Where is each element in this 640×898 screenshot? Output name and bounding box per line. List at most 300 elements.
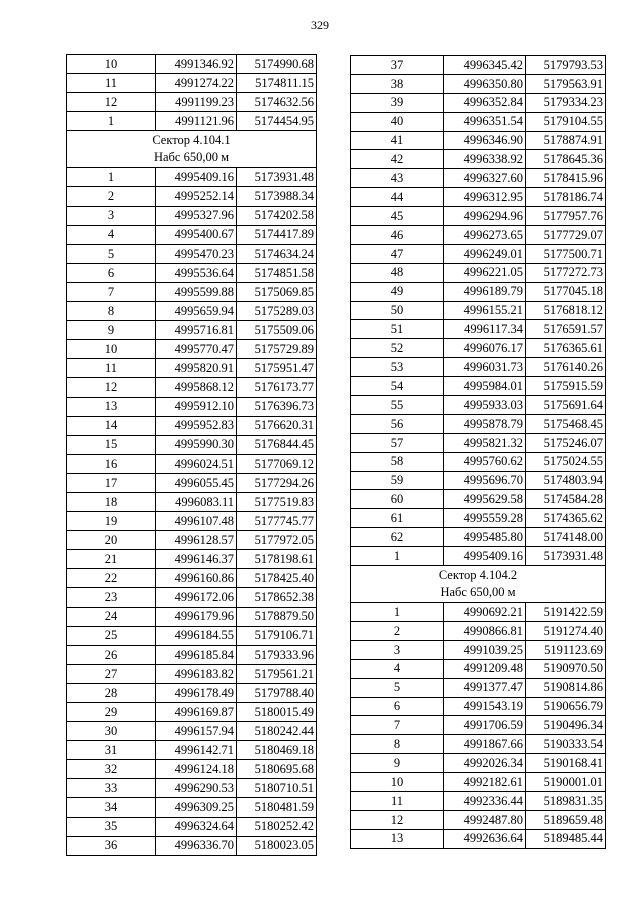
x-coordinate-cell: 4995696.70 <box>444 471 526 490</box>
y-coordinate-cell: 5174990.68 <box>237 55 317 74</box>
y-coordinate-cell: 5174584.28 <box>526 490 606 509</box>
y-coordinate-cell: 5190814.86 <box>526 678 606 697</box>
y-coordinate-cell: 5176591.57 <box>526 320 606 339</box>
y-coordinate-cell: 5178652.38 <box>237 588 317 607</box>
y-coordinate-cell: 5174811.15 <box>237 74 317 93</box>
y-coordinate-cell: 5179563.91 <box>526 74 606 93</box>
table-row <box>351 339 606 358</box>
x-coordinate-cell: 4996083.11 <box>156 492 237 511</box>
y-coordinate-cell: 5178198.61 <box>237 550 317 569</box>
point-number-cell: 19 <box>67 512 156 531</box>
y-coordinate-cell: 5179333.96 <box>237 645 317 664</box>
y-coordinate-cell: 5177972.05 <box>237 531 317 550</box>
table-row <box>67 74 317 93</box>
x-coordinate-cell: 4996350.80 <box>444 74 526 93</box>
table-row <box>351 74 606 93</box>
point-number-cell: 4 <box>351 659 444 678</box>
y-coordinate-cell: 5176173.77 <box>237 378 317 397</box>
point-number-cell: 40 <box>351 112 444 131</box>
y-coordinate-cell: 5177069.12 <box>237 454 317 473</box>
coordinates-table-left-body <box>67 55 317 856</box>
point-number-cell: 9 <box>67 321 156 340</box>
table-row <box>67 244 317 263</box>
table-row <box>67 225 317 244</box>
point-number-cell: 4 <box>67 225 156 244</box>
y-coordinate-cell: 5177745.77 <box>237 512 317 531</box>
x-coordinate-cell: 4996345.42 <box>444 56 526 75</box>
x-coordinate-cell: 4995760.62 <box>444 452 526 471</box>
point-number-cell: 26 <box>67 645 156 664</box>
point-number-cell: 31 <box>67 741 156 760</box>
table-row <box>67 817 317 836</box>
x-coordinate-cell: 4995878.79 <box>444 414 526 433</box>
point-number-cell: 58 <box>351 452 444 471</box>
point-number-cell: 1 <box>67 112 156 131</box>
point-number-cell: 53 <box>351 358 444 377</box>
point-number-cell: 55 <box>351 396 444 415</box>
x-coordinate-cell: 4995868.12 <box>156 378 237 397</box>
y-coordinate-cell: 5180481.59 <box>237 798 317 817</box>
y-coordinate-cell: 5173931.48 <box>526 547 606 566</box>
table-row <box>67 340 317 359</box>
coordinates-table-left <box>66 54 317 856</box>
point-number-cell: 5 <box>351 678 444 697</box>
point-number-cell: 60 <box>351 490 444 509</box>
table-row <box>67 321 317 340</box>
y-coordinate-cell: 5175246.07 <box>526 433 606 452</box>
y-coordinate-cell: 5175951.47 <box>237 359 317 378</box>
x-coordinate-cell: 4995409.16 <box>156 168 237 187</box>
point-number-cell: 62 <box>351 528 444 547</box>
x-coordinate-cell: 4995629.58 <box>444 490 526 509</box>
table-row <box>67 550 317 569</box>
x-coordinate-cell: 4996336.70 <box>156 836 237 855</box>
y-coordinate-cell: 5180710.51 <box>237 779 317 798</box>
sector-title: Сектор 4.104.2 <box>438 568 518 583</box>
point-number-cell: 41 <box>351 131 444 150</box>
x-coordinate-cell: 4996312.95 <box>444 188 526 207</box>
point-number-cell: 22 <box>67 569 156 588</box>
table-row <box>67 512 317 531</box>
table-row <box>351 150 606 169</box>
x-coordinate-cell: 4996324.64 <box>156 817 237 836</box>
table-row <box>351 659 606 678</box>
x-coordinate-cell: 4995659.94 <box>156 302 237 321</box>
x-coordinate-cell: 4995400.67 <box>156 225 237 244</box>
table-row <box>351 452 606 471</box>
point-number-cell: 6 <box>67 263 156 282</box>
table-row <box>351 791 606 810</box>
point-number-cell: 10 <box>67 55 156 74</box>
x-coordinate-cell: 4995770.47 <box>156 340 237 359</box>
x-coordinate-cell: 4995952.83 <box>156 416 237 435</box>
y-coordinate-cell: 5190656.79 <box>526 697 606 716</box>
table-row <box>351 320 606 339</box>
table-row <box>67 93 317 112</box>
y-coordinate-cell: 5177500.71 <box>526 244 606 263</box>
point-number-cell: 2 <box>67 187 156 206</box>
x-coordinate-cell: 4992336.44 <box>444 791 526 810</box>
table-row <box>351 263 606 282</box>
table-row <box>351 131 606 150</box>
y-coordinate-cell: 5180252.42 <box>237 817 317 836</box>
point-number-cell: 12 <box>351 810 444 829</box>
point-number-cell: 8 <box>351 735 444 754</box>
x-coordinate-cell: 4996142.71 <box>156 741 237 760</box>
y-coordinate-cell: 5177519.83 <box>237 492 317 511</box>
y-coordinate-cell: 5176844.45 <box>237 435 317 454</box>
table-row <box>67 760 317 779</box>
table-row <box>351 678 606 697</box>
table-row <box>67 55 317 74</box>
table-row <box>351 301 606 320</box>
y-coordinate-cell: 5174454.95 <box>237 112 317 131</box>
x-coordinate-cell: 4996169.87 <box>156 703 237 722</box>
x-coordinate-cell: 4995409.16 <box>444 547 526 566</box>
x-coordinate-cell: 4992026.34 <box>444 754 526 773</box>
x-coordinate-cell: 4996185.84 <box>156 645 237 664</box>
point-number-cell: 48 <box>351 263 444 282</box>
y-coordinate-cell: 5180023.05 <box>237 836 317 855</box>
y-coordinate-cell: 5178879.50 <box>237 607 317 626</box>
x-coordinate-cell: 4991199.23 <box>156 93 237 112</box>
x-coordinate-cell: 4996160.86 <box>156 569 237 588</box>
x-coordinate-cell: 4995485.80 <box>444 528 526 547</box>
point-number-cell: 56 <box>351 414 444 433</box>
x-coordinate-cell: 4991867.66 <box>444 735 526 754</box>
table-row <box>351 282 606 301</box>
point-number-cell: 10 <box>351 773 444 792</box>
point-number-cell: 46 <box>351 226 444 245</box>
y-coordinate-cell: 5176620.31 <box>237 416 317 435</box>
y-coordinate-cell: 5177294.26 <box>237 473 317 492</box>
point-number-cell: 11 <box>67 74 156 93</box>
table-row <box>67 397 317 416</box>
y-coordinate-cell: 5180242.44 <box>237 722 317 741</box>
y-coordinate-cell: 5189659.48 <box>526 810 606 829</box>
x-coordinate-cell: 4992636.64 <box>444 829 526 848</box>
table-row <box>351 603 606 622</box>
point-number-cell: 11 <box>351 791 444 810</box>
table-row <box>351 754 606 773</box>
table-row <box>351 490 606 509</box>
table-row <box>351 621 606 640</box>
point-number-cell: 10 <box>67 340 156 359</box>
point-number-cell: 3 <box>67 206 156 225</box>
x-coordinate-cell: 4996273.65 <box>444 226 526 245</box>
y-coordinate-cell: 5179788.40 <box>237 683 317 702</box>
point-number-cell: 12 <box>67 378 156 397</box>
y-coordinate-cell: 5177729.07 <box>526 226 606 245</box>
table-row <box>351 433 606 452</box>
table-row <box>67 588 317 607</box>
y-coordinate-cell: 5175729.89 <box>237 340 317 359</box>
point-number-cell: 39 <box>351 93 444 112</box>
x-coordinate-cell: 4996294.96 <box>444 207 526 226</box>
y-coordinate-cell: 5175509.06 <box>237 321 317 340</box>
point-number-cell: 50 <box>351 301 444 320</box>
y-coordinate-cell: 5190970.50 <box>526 659 606 678</box>
y-coordinate-cell: 5175915.59 <box>526 377 606 396</box>
table-row <box>351 773 606 792</box>
table-row <box>351 547 606 566</box>
point-number-cell: 25 <box>67 626 156 645</box>
x-coordinate-cell: 4996107.48 <box>156 512 237 531</box>
y-coordinate-cell: 5178186.74 <box>526 188 606 207</box>
x-coordinate-cell: 4996179.96 <box>156 607 237 626</box>
table-row <box>67 703 317 722</box>
point-number-cell: 34 <box>67 798 156 817</box>
table-row <box>351 377 606 396</box>
point-number-cell: 11 <box>67 359 156 378</box>
y-coordinate-cell: 5174634.24 <box>237 244 317 263</box>
y-coordinate-cell: 5190496.34 <box>526 716 606 735</box>
x-coordinate-cell: 4996128.57 <box>156 531 237 550</box>
table-row <box>351 509 606 528</box>
x-coordinate-cell: 4996290.53 <box>156 779 237 798</box>
point-number-cell: 15 <box>67 435 156 454</box>
table-row <box>67 741 317 760</box>
point-number-cell: 13 <box>67 397 156 416</box>
y-coordinate-cell: 5179793.53 <box>526 56 606 75</box>
table-row <box>351 226 606 245</box>
y-coordinate-cell: 5178874.91 <box>526 131 606 150</box>
table-row <box>351 358 606 377</box>
point-number-cell: 7 <box>67 282 156 301</box>
x-coordinate-cell: 4996172.06 <box>156 588 237 607</box>
x-coordinate-cell: 4996076.17 <box>444 339 526 358</box>
point-number-cell: 43 <box>351 169 444 188</box>
x-coordinate-cell: 4991377.47 <box>444 678 526 697</box>
point-number-cell: 16 <box>67 454 156 473</box>
sector-header-row <box>67 131 317 168</box>
point-number-cell: 42 <box>351 150 444 169</box>
table-row <box>67 531 317 550</box>
point-number-cell: 61 <box>351 509 444 528</box>
point-number-cell: 59 <box>351 471 444 490</box>
x-coordinate-cell: 4995327.96 <box>156 206 237 225</box>
sector-title: Сектор 4.104.1 <box>152 133 231 148</box>
x-coordinate-cell: 4996155.21 <box>444 301 526 320</box>
point-number-cell: 52 <box>351 339 444 358</box>
point-number-cell: 44 <box>351 188 444 207</box>
y-coordinate-cell: 5173931.48 <box>237 168 317 187</box>
point-number-cell: 7 <box>351 716 444 735</box>
table-row <box>351 414 606 433</box>
sector-header <box>67 131 317 168</box>
page-number: 329 <box>311 18 329 32</box>
table-row <box>67 168 317 187</box>
point-number-cell: 35 <box>67 817 156 836</box>
y-coordinate-cell: 5189831.35 <box>526 791 606 810</box>
y-coordinate-cell: 5177272.73 <box>526 263 606 282</box>
table-row <box>67 645 317 664</box>
point-number-cell: 37 <box>351 56 444 75</box>
x-coordinate-cell: 4996055.45 <box>156 473 237 492</box>
point-number-cell: 24 <box>67 607 156 626</box>
x-coordinate-cell: 4996117.34 <box>444 320 526 339</box>
y-coordinate-cell: 5176818.12 <box>526 301 606 320</box>
table-row <box>351 56 606 75</box>
x-coordinate-cell: 4996183.82 <box>156 664 237 683</box>
y-coordinate-cell: 5174365.62 <box>526 509 606 528</box>
point-number-cell: 49 <box>351 282 444 301</box>
y-coordinate-cell: 5190001.01 <box>526 773 606 792</box>
point-number-cell: 38 <box>351 74 444 93</box>
table-row <box>67 492 317 511</box>
table-row <box>67 302 317 321</box>
table-row <box>351 169 606 188</box>
x-coordinate-cell: 4995559.28 <box>444 509 526 528</box>
table-row <box>351 640 606 659</box>
x-coordinate-cell: 4992182.61 <box>444 773 526 792</box>
table-row <box>67 378 317 397</box>
point-number-cell: 30 <box>67 722 156 741</box>
table-row <box>67 473 317 492</box>
table-row <box>351 471 606 490</box>
table-row <box>67 779 317 798</box>
x-coordinate-cell: 4995716.81 <box>156 321 237 340</box>
point-number-cell: 29 <box>67 703 156 722</box>
table-row <box>67 836 317 855</box>
x-coordinate-cell: 4996327.60 <box>444 169 526 188</box>
point-number-cell: 9 <box>351 754 444 773</box>
y-coordinate-cell: 5178415.96 <box>526 169 606 188</box>
table-row <box>351 829 606 848</box>
x-coordinate-cell: 4995984.01 <box>444 377 526 396</box>
y-coordinate-cell: 5191422.59 <box>526 603 606 622</box>
point-number-cell: 3 <box>351 640 444 659</box>
y-coordinate-cell: 5177045.18 <box>526 282 606 301</box>
table-row <box>351 697 606 716</box>
table-row <box>67 359 317 378</box>
y-coordinate-cell: 5179561.21 <box>237 664 317 683</box>
point-number-cell: 20 <box>67 531 156 550</box>
y-coordinate-cell: 5176365.61 <box>526 339 606 358</box>
table-row <box>67 454 317 473</box>
point-number-cell: 51 <box>351 320 444 339</box>
x-coordinate-cell: 4995599.88 <box>156 282 237 301</box>
y-coordinate-cell: 5174202.58 <box>237 206 317 225</box>
y-coordinate-cell: 5174851.58 <box>237 263 317 282</box>
x-coordinate-cell: 4996309.25 <box>156 798 237 817</box>
x-coordinate-cell: 4991346.92 <box>156 55 237 74</box>
x-coordinate-cell: 4996024.51 <box>156 454 237 473</box>
sector-subtitle: Набс 650,00 м <box>153 150 230 165</box>
y-coordinate-cell: 5190168.41 <box>526 754 606 773</box>
x-coordinate-cell: 4991706.59 <box>444 716 526 735</box>
y-coordinate-cell: 5180469.18 <box>237 741 317 760</box>
table-row <box>67 206 317 225</box>
table-row <box>351 112 606 131</box>
sector-subtitle: Набс 650,00 м <box>440 585 516 600</box>
point-number-cell: 17 <box>67 473 156 492</box>
table-row <box>67 112 317 131</box>
y-coordinate-cell: 5175691.64 <box>526 396 606 415</box>
y-coordinate-cell: 5178645.36 <box>526 150 606 169</box>
x-coordinate-cell: 4995933.03 <box>444 396 526 415</box>
table-row <box>351 810 606 829</box>
y-coordinate-cell: 5179106.71 <box>237 626 317 645</box>
table-row <box>351 716 606 735</box>
table-row <box>67 607 317 626</box>
point-number-cell: 6 <box>351 697 444 716</box>
table-row <box>67 187 317 206</box>
x-coordinate-cell: 4996124.18 <box>156 760 237 779</box>
y-coordinate-cell: 5180015.49 <box>237 703 317 722</box>
x-coordinate-cell: 4996221.05 <box>444 263 526 282</box>
point-number-cell: 28 <box>67 683 156 702</box>
point-number-cell: 1 <box>67 168 156 187</box>
x-coordinate-cell: 4996352.84 <box>444 93 526 112</box>
table-row <box>67 435 317 454</box>
y-coordinate-cell: 5179104.55 <box>526 112 606 131</box>
x-coordinate-cell: 4996031.73 <box>444 358 526 377</box>
point-number-cell: 33 <box>67 779 156 798</box>
y-coordinate-cell: 5173988.34 <box>237 187 317 206</box>
x-coordinate-cell: 4990866.81 <box>444 621 526 640</box>
table-row <box>67 626 317 645</box>
table-row <box>351 188 606 207</box>
table-row <box>351 207 606 226</box>
point-number-cell: 54 <box>351 377 444 396</box>
x-coordinate-cell: 4996189.79 <box>444 282 526 301</box>
y-coordinate-cell: 5176396.73 <box>237 397 317 416</box>
point-number-cell: 8 <box>67 302 156 321</box>
x-coordinate-cell: 4995820.91 <box>156 359 237 378</box>
y-coordinate-cell: 5175024.55 <box>526 452 606 471</box>
table-row <box>67 722 317 741</box>
x-coordinate-cell: 4996184.55 <box>156 626 237 645</box>
x-coordinate-cell: 4991543.19 <box>444 697 526 716</box>
x-coordinate-cell: 4992487.80 <box>444 810 526 829</box>
y-coordinate-cell: 5191123.69 <box>526 640 606 659</box>
y-coordinate-cell: 5174417.89 <box>237 225 317 244</box>
x-coordinate-cell: 4996346.90 <box>444 131 526 150</box>
x-coordinate-cell: 4991121.96 <box>156 112 237 131</box>
point-number-cell: 27 <box>67 664 156 683</box>
x-coordinate-cell: 4995252.14 <box>156 187 237 206</box>
point-number-cell: 5 <box>67 244 156 263</box>
x-coordinate-cell: 4996249.01 <box>444 244 526 263</box>
point-number-cell: 13 <box>351 829 444 848</box>
point-number-cell: 36 <box>67 836 156 855</box>
point-number-cell: 12 <box>67 93 156 112</box>
y-coordinate-cell: 5174632.56 <box>237 93 317 112</box>
x-coordinate-cell: 4990692.21 <box>444 603 526 622</box>
sector-header-row <box>351 566 606 603</box>
table-row <box>351 396 606 415</box>
x-coordinate-cell: 4995536.64 <box>156 263 237 282</box>
point-number-cell: 57 <box>351 433 444 452</box>
x-coordinate-cell: 4995470.23 <box>156 244 237 263</box>
x-coordinate-cell: 4991039.25 <box>444 640 526 659</box>
coordinates-table-right-body <box>351 56 606 849</box>
x-coordinate-cell: 4996146.37 <box>156 550 237 569</box>
point-number-cell: 32 <box>67 760 156 779</box>
x-coordinate-cell: 4995912.10 <box>156 397 237 416</box>
y-coordinate-cell: 5175468.45 <box>526 414 606 433</box>
point-number-cell: 18 <box>67 492 156 511</box>
point-number-cell: 14 <box>67 416 156 435</box>
sector-header <box>351 566 606 603</box>
point-number-cell: 21 <box>67 550 156 569</box>
y-coordinate-cell: 5175289.03 <box>237 302 317 321</box>
table-row <box>67 416 317 435</box>
y-coordinate-cell: 5179334.23 <box>526 93 606 112</box>
x-coordinate-cell: 4995821.32 <box>444 433 526 452</box>
y-coordinate-cell: 5190333.54 <box>526 735 606 754</box>
